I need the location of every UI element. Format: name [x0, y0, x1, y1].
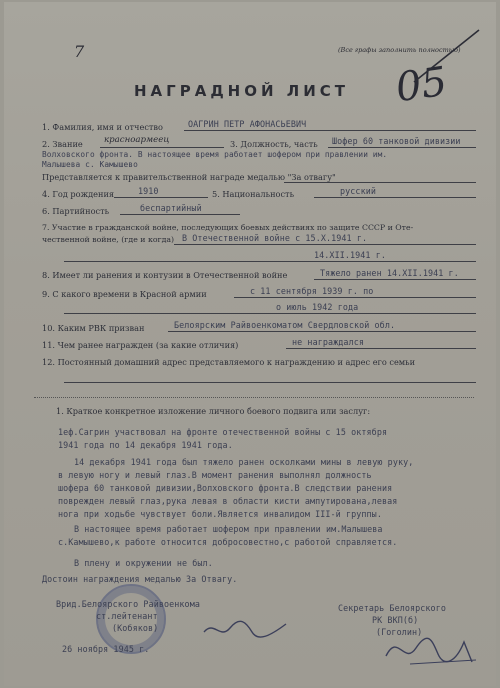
- field-3-line-2: Волховского фронта. В настоящее время работает шофером при правлении им.: [42, 150, 388, 159]
- handwritten-number: 05: [393, 58, 450, 112]
- field-4-value: 1910: [138, 186, 159, 196]
- field-1-value: ОАГРИН ПЕТР АФОНАСЬЕВИЧ: [188, 119, 307, 129]
- field-12-label: 12. Постоянный домашний адрес представляемого к награждению и адрес его семьи: [42, 357, 416, 367]
- field-10-label: 10. Каким РВК призван: [42, 323, 145, 333]
- summary-line: с.Камышево,к работе относится добросовестно,с работой справляется.: [58, 537, 398, 547]
- field-3-label: 3. Должность, часть: [230, 139, 318, 149]
- summary-line: В плену и окружении не был.: [74, 558, 213, 568]
- field-5-label: 5. Национальность: [212, 189, 295, 199]
- field-2-value: красноармеец: [104, 135, 170, 145]
- divider: [34, 397, 474, 398]
- left-signatory-rank: ст.лейтенант: [96, 611, 158, 621]
- summary-line: 1еф.Сагрин участвовал на фронте отечественной войны с 15 октября: [58, 427, 388, 437]
- corner-mark: 7: [74, 42, 85, 61]
- field-9-label: 9. С какого времени в Красной армии: [42, 289, 207, 299]
- right-signatory-name: (Гоголин): [376, 627, 423, 637]
- field-6-value: беспартийный: [140, 203, 202, 213]
- right-signatory-org: РК ВКП(б): [372, 615, 419, 625]
- pen-stroke-icon: [404, 26, 484, 86]
- field-7-label-2: чественной войне, (где и когда): [42, 235, 175, 244]
- left-signatory-title: Врид.Белоярского Райвоенкома: [56, 599, 200, 609]
- right-signatory-title: Секретарь Белоярского: [338, 603, 446, 613]
- field-3-line-3: Малышева с. Камышево: [42, 160, 138, 169]
- summary-line: В настоящее время работает шофером при правлении им.Малышева: [74, 524, 383, 534]
- left-signature-icon: [200, 614, 290, 644]
- summary-heading: 1. Краткое конкретное изложение личного боевого подвига или заслуг:: [56, 406, 371, 416]
- field-5-value: русский: [340, 186, 376, 196]
- field-11-label: 11. Чем ранее награжден (за какие отличия): [42, 340, 239, 350]
- right-signature-icon: [380, 622, 480, 672]
- field-9-value-2: о июль 1942 года: [276, 302, 359, 312]
- field-7-label: 7. Участие в гражданской войне, последующих боевых действиях по защите СССР и Оте-: [42, 223, 414, 232]
- presented-for: Представляется к правительственной награде медалью "За отвагу": [42, 172, 336, 182]
- field-8-label: 8. Имеет ли ранения и контузии в Отечественной войне: [42, 270, 288, 280]
- field-1-label: 1. Фамилия, имя и отчество: [42, 122, 163, 132]
- summary-line: Достоин награждения медалью За Отвагу.: [42, 574, 238, 584]
- field-2-label: 2. Звание: [42, 139, 83, 149]
- left-signatory-name: (Кобяков): [112, 623, 159, 633]
- field-10-value: Белоярским Райвоенкоматом Свердловской обл.: [174, 320, 396, 330]
- summary-line: 14 декабря 1941 года был тяжело ранен осколками мины в левую руку,: [74, 457, 414, 467]
- field-11-value: не награждался: [292, 337, 364, 347]
- field-7-value-2: 14.XII.1941 г.: [314, 250, 386, 260]
- field-4-label: 4. Год рождения: [42, 189, 115, 199]
- sign-date: 26 ноября 1945 г.: [62, 644, 150, 654]
- summary-line: в левую ногу и левый глаз.В момент ранения выполнял должность: [58, 470, 372, 480]
- summary-line: 1941 года по 14 декабря 1941 года.: [58, 440, 233, 450]
- field-7-value-1: В Отечественной войне с 15.X.1941 г.: [182, 233, 368, 243]
- field-9-value-1: с 11 сентября 1939 г. по: [250, 286, 374, 296]
- award-sheet: [4, 2, 496, 686]
- field-8-value: Тяжело ранен 14.XII.1941 г.: [320, 268, 459, 278]
- summary-line: поврежден левый глаз,рука левая в области кисти ампутирована,левая: [58, 496, 398, 506]
- field-6-label: 6. Партийность: [42, 206, 110, 216]
- summary-line: нога при ходьбе чувствует боли.Является инвалидом III-й группы.: [58, 509, 382, 519]
- field-3-value: Шофер 60 танковой дивизии: [332, 136, 461, 146]
- summary-line: шофера 60 танковой дивизии,Волховского фронта.В следствии ранения: [58, 483, 393, 493]
- page-title: НАГРАДНОЙ ЛИСТ: [134, 82, 350, 100]
- form-note: (Все графы заполнить полностью): [338, 46, 461, 54]
